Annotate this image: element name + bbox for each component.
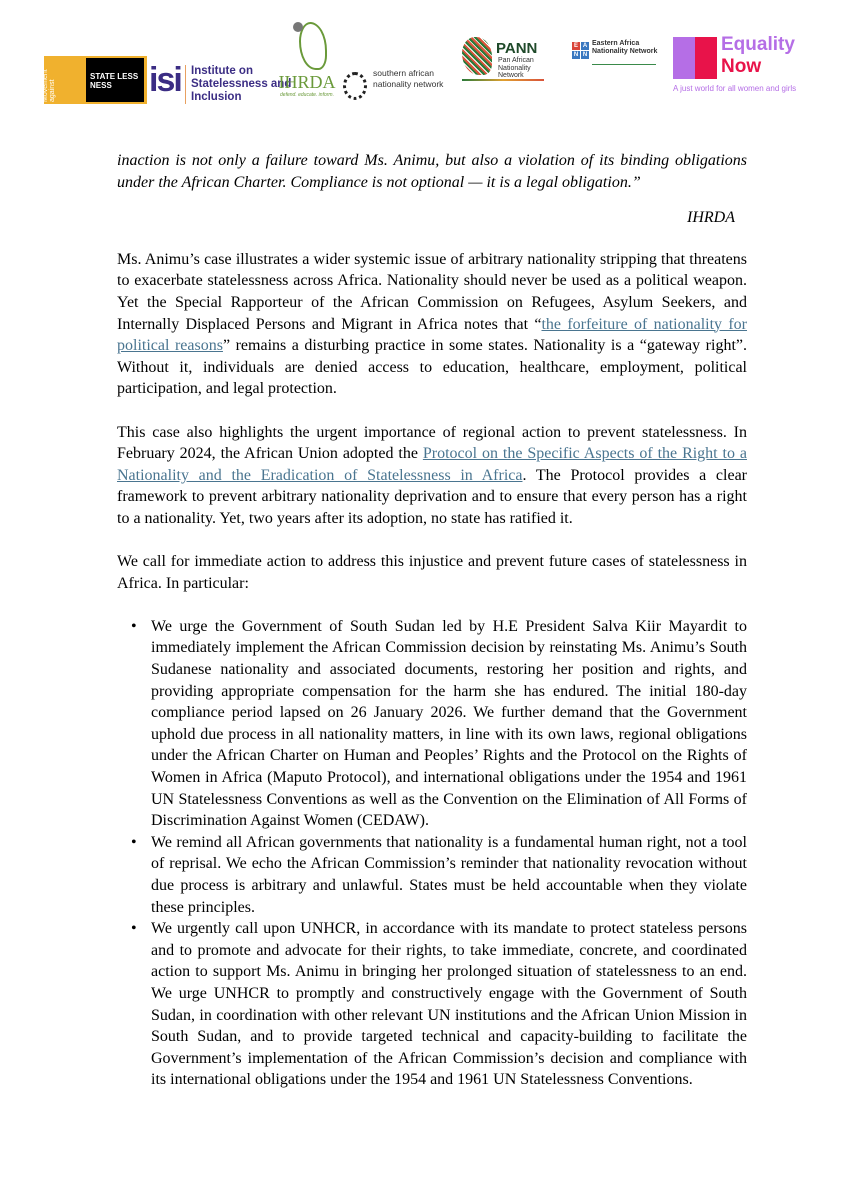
- forfeiture-link[interactable]: the forfeiture of nationality for political reasons: [117, 315, 748, 355]
- isi-logo: isi Institute on Statelessness and Inclusion: [149, 60, 181, 100]
- protocol-link[interactable]: Protocol on the Specific Aspects of the Right to a Nationality and the Eradication of Statelessness in Africa: [117, 445, 747, 484]
- eann-logo: E A N N Eastern Africa Nationality Network: [572, 42, 589, 59]
- paragraph-regional-action: This case also highlights the urgent importance of regional action to prevent statelessness. In February 2024, the African Union adopted the Protocol on the Specific Aspects of the Right to a Nationality and the Eradication of Statelessness in Africa. The Protocol provides a clear framework to prevent arbitrary nationality deprivation and to ensure that every person has a right to a nationality. Yet, two years after its adoption, no state has ratified it.: [117, 423, 748, 527]
- paragraph-call-to-action: We call for immediate action to address this injustice and prevent future cases of statelessness in Africa. In particular:: [117, 553, 747, 592]
- ihrda-logo: IHRDA defend. educate. inform.: [277, 10, 337, 98]
- gmas-logo: Global Movement against STATE LESS NESS: [44, 56, 147, 104]
- quote-attribution: IHRDA: [687, 209, 735, 227]
- header-logos: Global Movement against STATE LESS NESS isi Institute on Statelessness and Inclusion IHRDA defend. educate. inform. southern african nationality network PANN Pan African Nationality Network E A N N Eastern Africa Nationality Network Equality Now A just world for all women and girls: [0, 0, 849, 120]
- bullet-icon: •: [131, 617, 137, 635]
- bullet-icon: •: [131, 833, 137, 851]
- sann-ring-icon: [343, 72, 367, 100]
- paragraph-systemic-issue: Ms. Animu’s case illustrates a wider systemic issue of arbitrary nationality stripping that threatens to exacerbate statelessness across Africa. Nationality should never be used as a political weapon. Yet the Special Rapporteur of the African Commission on Refugees, Asylum Seekers, and Internally Displaced Persons and Migrant in Africa notes that “the forfeiture of nationality for political reasons” remains a disturbing practice in some states. Nationality is a “gateway right”. Without it, individuals are denied access to education, healthcare, employment, political participation, and legal protection.: [117, 250, 748, 398]
- demands-list: [117, 616, 747, 1091]
- list-item: • We remind all African governments that nationality is a fundamental human right, not a tool of reprisal. We echo the African Commission’s reminder that nationality revocation without due process is arbitrary and unlawful. States must be held accountable when they violate these principles.: [131, 833, 747, 916]
- africa-map-icon: [462, 37, 492, 75]
- list-item: • We urgently call upon UNHCR, in accordance with its mandate to protect stateless persons and to promote and advocate for their rights, to take immediate, concrete, and coordinated action to support Ms. Animu in bringing her prolonged situation of statelessness to an end. We urge UNHCR to promptly and constructively engage with the Government of South Sudan, in coordination with other relevant UN institutions and the African Union Mission in South Sudan, and to provide targeted technical and capacity-building to facilitate the Government’s implementation of the African Commission’s decision and compliance with its international obligations under the 1954 and 1961 UN Statelessness Conventions.: [131, 920, 747, 1089]
- list-item: • We urge the Government of South Sudan led by H.E President Salva Kiir Mayardit to immediately implement the African Commission decision by reinstating Ms. Animu’s South Sudanese nationality and associated documents, restoring her position and rights, and providing appropriate compensation for the harm she has endured. The initial 180-day compliance period lapsed on 26 January 2026. We further demand that the Government uphold due process in all nationality matters, in line with its own laws, regional obligations under the African Charter on Human and Peoples’ Rights and the Protocol on the Rights of Women in Africa (Maputo Protocol), and international obligations under the 1954 and 1961 UN Statelessness Conventions as well as the Convention on the Elimination of All Forms of Discrimination Against Women (CEDAW).: [131, 617, 747, 830]
- bullet-icon: •: [131, 920, 137, 938]
- ihrda-figure-icon: [287, 10, 327, 72]
- eann-letter-grid: E A N N: [573, 43, 588, 58]
- document-body: [117, 150, 747, 1091]
- quote-text: inaction is not only a failure toward Ms. Animu, but also a violation of its binding obligations under the African Charter. Compliance is not optional — it is a legal obligation.”: [117, 152, 747, 191]
